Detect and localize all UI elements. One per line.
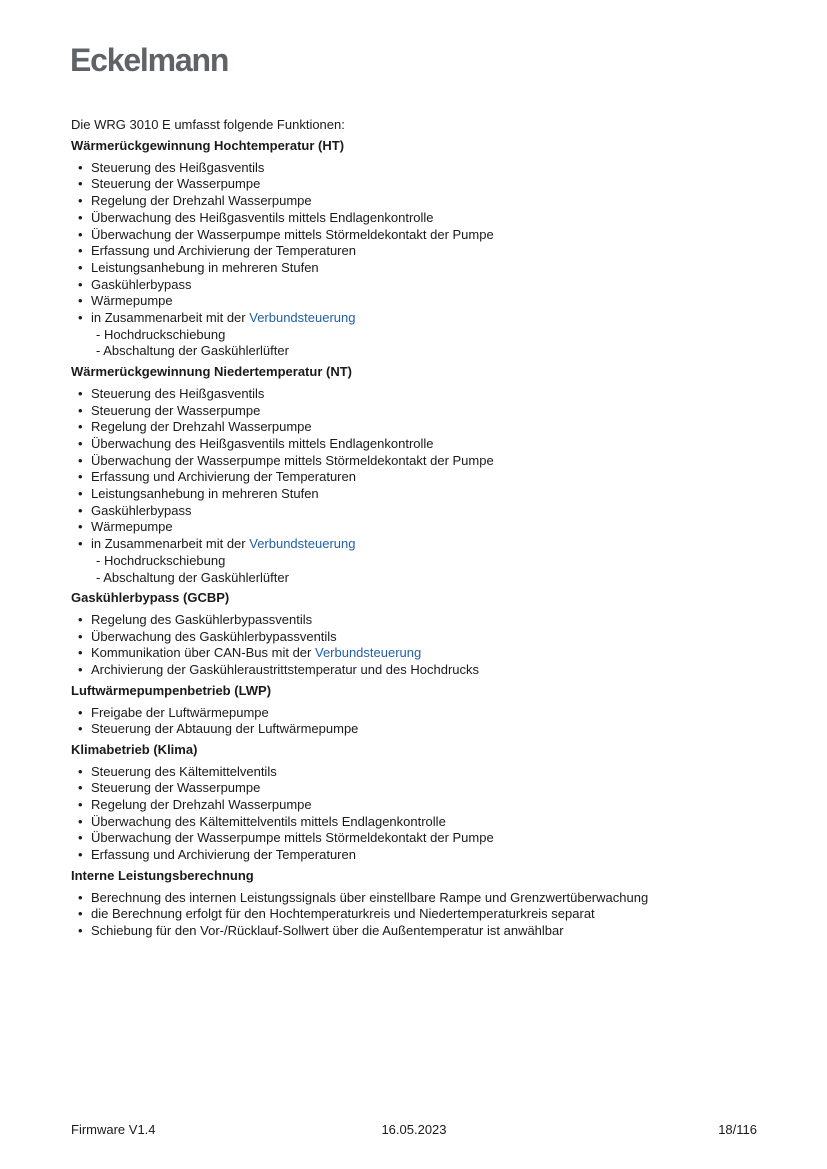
sub-item: - Hochdruckschiebung: [96, 552, 226, 568]
section-title: Wärmerückgewinnung Hochtemperatur (HT): [71, 138, 345, 153]
list-item: • Überwachung des Heißgasventils mittels Endlagenkontrolle: [78, 435, 434, 451]
list-item: • Regelung der Drehzahl Wasserpumpe: [78, 193, 312, 209]
bullet-list: [71, 764, 761, 864]
list-item: • Steuerung des Heißgasventils: [78, 159, 265, 175]
list-item: • Leistungsanhebung in mehreren Stufen: [78, 259, 319, 275]
list-item: • Archivierung der Gaskühleraustrittstemperatur und des Hochdrucks: [78, 662, 480, 678]
list-item: • Freigabe der Luftwärmepumpe: [78, 704, 269, 720]
list-item: • Überwachung der Wasserpumpe mittels Störmeldekontakt der Pumpe: [78, 452, 494, 468]
list-item: • Steuerung des Kältemittelventils: [78, 763, 277, 779]
list-item: • Überwachung des Gaskühlerbypassventils: [78, 628, 337, 644]
section-interne-leistungsberechnung: [71, 868, 761, 940]
sub-item: - Abschaltung der Gaskühlerlüfter: [96, 569, 289, 585]
intro-text: Die WRG 3010 E umfasst folgende Funktionen:: [71, 117, 345, 132]
list-item: • Steuerung der Wasserpumpe: [78, 780, 261, 796]
section-nt: [71, 364, 761, 586]
list-item: • Erfassung und Archivierung der Temperaturen: [78, 243, 356, 259]
section-title: Gaskühlerbypass (GCBP): [71, 590, 230, 606]
list-item: • Gaskühlerbypass: [78, 502, 192, 518]
verbundsteuerung-link[interactable]: Verbundsteuerung: [249, 310, 356, 326]
list-item: • Schiebung für den Vor-/Rücklauf-Sollwert über die Außentemperatur ist anwählbar: [78, 922, 564, 938]
verbundsteuerung-link[interactable]: Verbundsteuerung: [249, 536, 356, 552]
list-item: • Überwachung der Wasserpumpe mittels Störmeldekontakt der Pumpe: [78, 830, 494, 846]
list-item: • die Berechnung erfolgt für den Hochtemperaturkreis und Niedertemperaturkreis separat: [78, 906, 595, 922]
list-item: • Regelung der Drehzahl Wasserpumpe: [78, 419, 312, 435]
list-item: • Kommunikation über CAN-Bus mit der Verbundsteuerung: [78, 645, 422, 661]
firmware-version: Firmware V1.4: [71, 1122, 156, 1137]
bullet-list: [71, 705, 761, 738]
list-item: • Erfassung und Archivierung der Temperaturen: [78, 469, 356, 485]
bullet-list: [71, 386, 761, 553]
list-item: • in Zusammenarbeit mit der Verbundsteuerung: [78, 536, 356, 552]
list-item: • Steuerung der Wasserpumpe: [78, 402, 261, 418]
section-title: Luftwärmepumpenbetrieb (LWP): [71, 682, 272, 698]
section-lwp: [71, 683, 761, 738]
section-klima: [71, 742, 761, 864]
section-gcbp: [71, 590, 761, 679]
list-item: • Regelung der Drehzahl Wasserpumpe: [78, 797, 312, 813]
list-item: • Überwachung des Heißgasventils mittels Endlagenkontrolle: [78, 209, 434, 225]
list-item: • Steuerung der Abtauung der Luftwärmepumpe: [78, 721, 359, 737]
page-content: [71, 117, 761, 940]
verbundsteuerung-link[interactable]: Verbundsteuerung: [314, 645, 422, 661]
list-item: • Gaskühlerbypass: [78, 276, 192, 292]
page-number: 18/116: [718, 1122, 757, 1137]
list-item: • Regelung des Gaskühlerbypassventils: [78, 611, 313, 627]
bullet-list: [71, 612, 761, 679]
list-item: • Steuerung der Wasserpumpe: [78, 176, 261, 192]
section-title: Klimabetrieb (Klima): [71, 741, 198, 757]
bullet-list: [71, 160, 761, 327]
sub-item: - Hochdruckschiebung: [96, 326, 226, 342]
list-item: • Wärmepumpe: [78, 293, 173, 309]
list-item: • Überwachung der Wasserpumpe mittels Störmeldekontakt der Pumpe: [78, 226, 494, 242]
list-item: • Steuerung des Heißgasventils: [78, 385, 265, 401]
document-date: 16.05.2023: [381, 1122, 447, 1137]
list-item: • Erfassung und Archivierung der Temperaturen: [78, 847, 356, 863]
list-item: • in Zusammenarbeit mit der Verbundsteuerung: [78, 310, 356, 326]
list-item: • Berechnung des internen Leistungssignals über einstellbare Rampe und Grenzwertüberwachung: [78, 889, 649, 905]
eckelmann-logo: Eckelmann: [70, 42, 229, 78]
list-item: • Überwachung des Kältemittelventils mittels Endlagenkontrolle: [78, 813, 446, 829]
bullet-list: [71, 890, 761, 940]
sub-item: - Abschaltung der Gaskühlerlüfter: [96, 343, 289, 359]
section-title: Interne Leistungsberechnung: [71, 867, 254, 883]
list-item: • Leistungsanhebung in mehreren Stufen: [78, 486, 319, 502]
section-ht: [71, 138, 761, 360]
section-title: Wärmerückgewinnung Niedertemperatur (NT): [71, 364, 352, 380]
list-item: • Wärmepumpe: [78, 519, 173, 535]
